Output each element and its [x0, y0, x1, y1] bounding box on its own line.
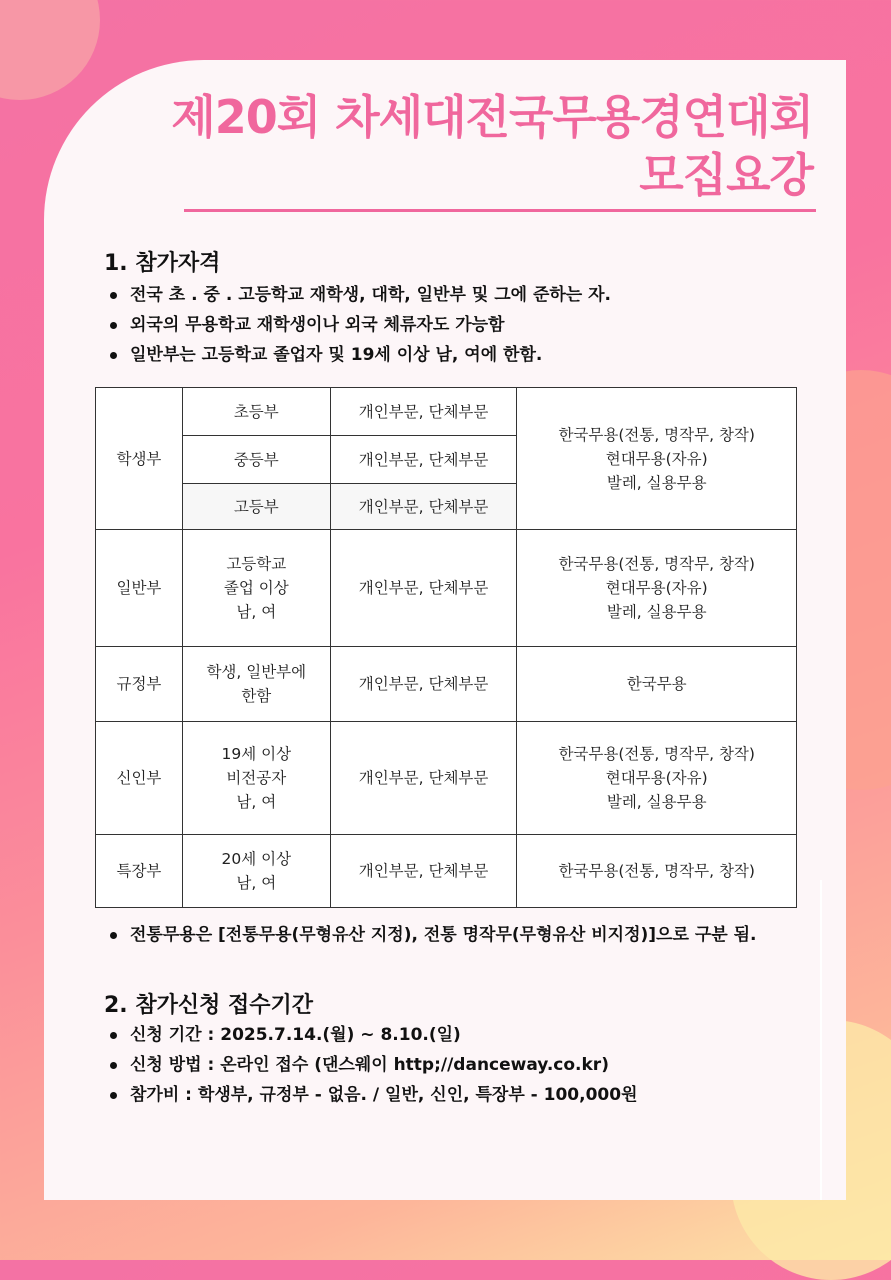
title-line2: 모집요강 — [639, 148, 813, 202]
list-item: 참가비 : 학생부, 규정부 - 없음. / 일반, 신인, 특장부 - 100,000원 — [108, 1080, 638, 1110]
type-cell: 개인부문, 단체부문 — [330, 835, 517, 908]
type-cell: 개인부문, 단체부문 — [330, 647, 517, 722]
bullet-icon — [110, 1092, 117, 1099]
list-item: 외국의 무용학교 재학생이나 외국 체류자도 가능함 — [108, 310, 611, 340]
type-cell: 개인부문, 단체부문 — [330, 388, 517, 436]
division-cell: 신인부 — [96, 722, 183, 835]
list-item: 전통무용은 [전통무용(무형유산 지정), 전통 명작무(무형유산 비지정)]으로 구분 됨. — [108, 920, 756, 950]
type-cell: 개인부문, 단체부문 — [330, 436, 517, 484]
genre-cell: 한국무용(전통, 명작무, 창작) 현대무용(자유) 발레, 실용무용 — [517, 388, 797, 530]
level-cell: 초등부 — [182, 388, 330, 436]
bullet-icon — [110, 292, 117, 299]
bullet-icon — [110, 932, 117, 939]
bullet-icon — [110, 1062, 117, 1069]
level-cell: 중등부 — [182, 436, 330, 484]
level-cell: 고등부 — [182, 484, 330, 530]
decor-circle — [0, 0, 100, 100]
qualification-cell: 19세 이상 비전공자 남, 여 — [182, 722, 330, 835]
page-title — [171, 88, 813, 204]
table-row — [96, 835, 797, 908]
division-cell: 일반부 — [96, 530, 183, 647]
genre-cell: 한국무용(전통, 명작무, 창작) — [517, 835, 797, 908]
section2-list — [108, 1020, 638, 1110]
division-cell: 학생부 — [96, 388, 183, 530]
list-item: 일반부는 고등학교 졸업자 및 19세 이상 남, 여에 한함. — [108, 340, 611, 370]
list-item: 신청 방법 : 온라인 접수 (댄스웨이 http;//danceway.co.kr) — [108, 1050, 638, 1080]
table-row — [96, 388, 797, 436]
bullet-icon — [110, 322, 117, 329]
qualification-cell: 20세 이상 남, 여 — [182, 835, 330, 908]
division-cell: 규정부 — [96, 647, 183, 722]
section1-heading: 1. 참가자격 — [104, 251, 221, 276]
qualification-cell: 고등학교 졸업 이상 남, 여 — [182, 530, 330, 647]
genre-cell: 한국무용(전통, 명작무, 창작) 현대무용(자유) 발레, 실용무용 — [517, 722, 797, 835]
section2-heading: 2. 참가신청 접수기간 — [104, 993, 313, 1018]
bullet-icon — [110, 352, 117, 359]
decor-line — [820, 880, 822, 1200]
table-row — [96, 722, 797, 835]
qualification-cell: 학생, 일반부에 한함 — [182, 647, 330, 722]
type-cell: 개인부문, 단체부문 — [330, 722, 517, 835]
table-row — [96, 530, 797, 647]
table-row — [96, 647, 797, 722]
type-cell: 개인부문, 단체부문 — [330, 530, 517, 647]
genre-cell: 한국무용 — [517, 647, 797, 722]
genre-cell: 한국무용(전통, 명작무, 창작) 현대무용(자유) 발레, 실용무용 — [517, 530, 797, 647]
section1-list — [108, 280, 611, 370]
title-underline — [184, 209, 816, 212]
list-item: 신청 기간 : 2025.7.14.(월) ~ 8.10.(일) — [108, 1020, 638, 1050]
list-item: 전국 초 . 중 . 고등학교 재학생, 대학, 일반부 및 그에 준하는 자. — [108, 280, 611, 310]
bullet-icon — [110, 1032, 117, 1039]
eligibility-table — [95, 387, 797, 908]
division-cell: 특장부 — [96, 835, 183, 908]
type-cell: 개인부문, 단체부문 — [330, 484, 517, 530]
title-line1: 제20회 차세대전국무용경연대회 — [171, 90, 813, 144]
note-list — [108, 920, 756, 950]
